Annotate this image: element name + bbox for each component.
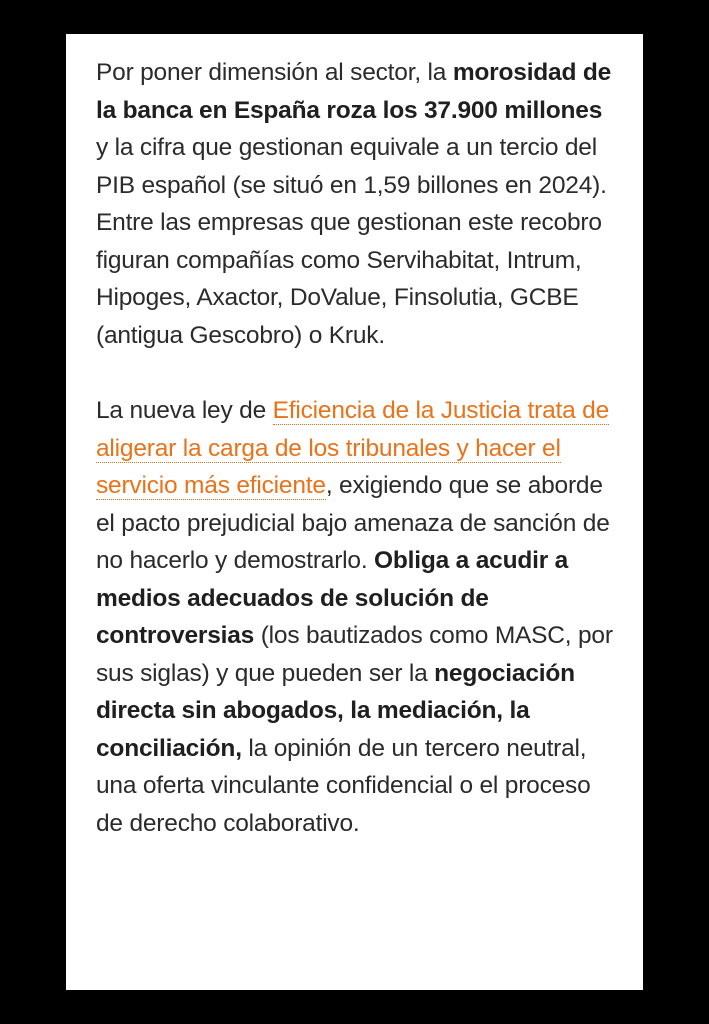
paragraph1-text-a: Por poner dimensión al sector, la	[96, 59, 453, 86]
paragraph1-text-b: y la cifra que gestionan equivale a un tercio del PIB español (se situó en 1,59 billones en 2024). Entre las empresas que gestionan este recobro figuran compañías como Servihabitat, Intrum, Hipoges, Axactor, DoValue, Finsolutia, GCBE (antigua Gescobro) o Kruk.	[96, 134, 607, 349]
paragraph2-bold-negociacion: negociación directa sin abogados, la mediación, la conciliación,	[96, 659, 575, 762]
eficiencia-justicia-link[interactable]: Eficiencia de la Justicia trata de aligerar la carga de los tribunales y hacer el servicio más eficiente	[96, 397, 609, 499]
paragraph2-text-a: La nueva ley de	[96, 397, 273, 424]
paragraph2-text-c: (los bautizados como MASC, por sus siglas) y que pueden ser la	[96, 622, 613, 687]
paragraph2-text-d: la opinión de un tercero neutral, una oferta vinculante confidencial o el proceso de derecho colaborativo.	[96, 734, 591, 837]
paragraph2-text-b: , exigiendo que se aborde el pacto prejudicial bajo amenaza de sanción de no hacerlo y demostrarlo.	[96, 472, 610, 574]
paragraph2-bold-obliga: Obliga a acudir a medios adecuados de solución de controversias	[96, 547, 569, 649]
paragraph-new-law	[96, 392, 616, 842]
paragraph-sector-size	[96, 54, 616, 354]
article-body	[96, 54, 616, 842]
paragraph1-bold-morosidad: morosidad de la banca en España roza los 37.900 millones	[96, 59, 612, 124]
article-page	[66, 34, 643, 990]
